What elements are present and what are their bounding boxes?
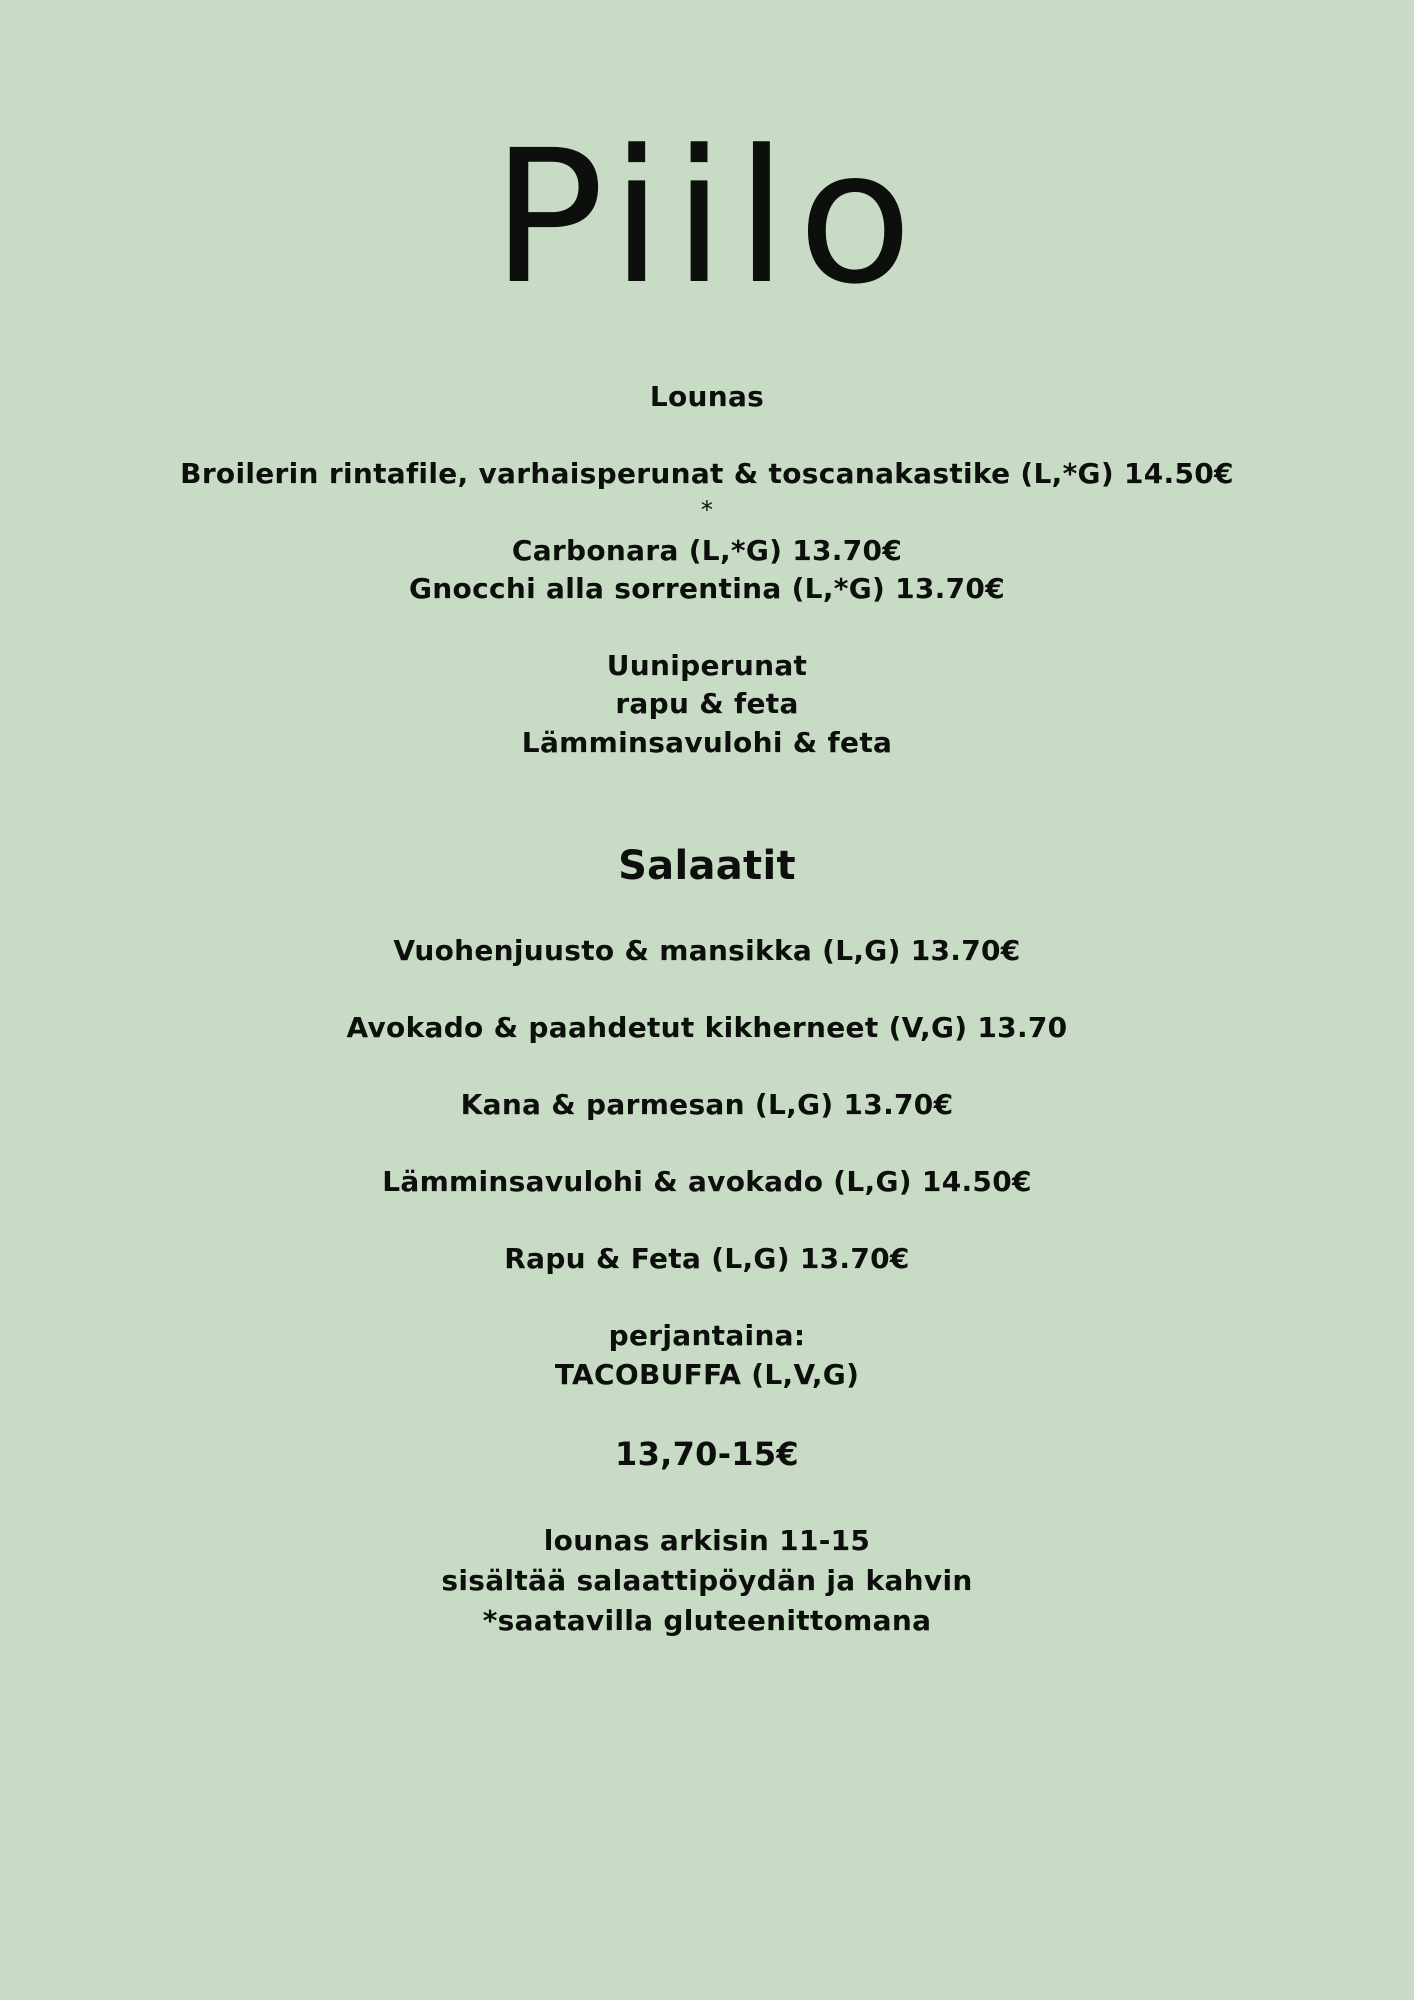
footer-includes: sisältää salaattipöydän ja kahvin [441,1564,973,1597]
salads-heading: Salaatit [618,843,796,889]
salad-item-crayfish: Rapu & Feta (L,G) 13.70€ [504,1242,910,1275]
salad-item-chicken: Kana & parmesan (L,G) 13.70€ [460,1088,954,1121]
lunch-separator-star: * [700,496,714,524]
lunch-heading: Lounas [649,380,765,413]
restaurant-name: Piilo [491,111,923,325]
lunch-item-carbonara: Carbonara (L,*G) 13.70€ [511,534,903,567]
salad-item-goat-cheese: Vuohenjuusto & mansikka (L,G) 13.70€ [393,934,1021,967]
friday-item: TACOBUFFA (L,V,G) [554,1358,860,1391]
baked-potato-option-salmon: Lämminsavulohi & feta [521,726,893,759]
footer-gluten-note: *saatavilla gluteenittomana [482,1604,932,1637]
salad-item-avocado: Avokado & paahdetut kikherneet (V,G) 13.70 [346,1011,1068,1044]
friday-label: perjantaina: [608,1319,806,1352]
lunch-item-chicken: Broilerin rintafile, varhaisperunat & toscanakastike (L,*G) 14.50€ [180,457,1234,490]
lunch-item-gnocchi: Gnocchi alla sorrentina (L,*G) 13.70€ [409,572,1005,605]
footer-hours: lounas arkisin 11-15 [543,1524,871,1557]
friday-price: 13,70-15€ [615,1435,799,1473]
salad-item-salmon: Lämminsavulohi & avokado (L,G) 14.50€ [382,1165,1032,1198]
baked-potato-option-crayfish: rapu & feta [615,687,799,720]
baked-potatoes-title: Uuniperunat [606,649,808,682]
